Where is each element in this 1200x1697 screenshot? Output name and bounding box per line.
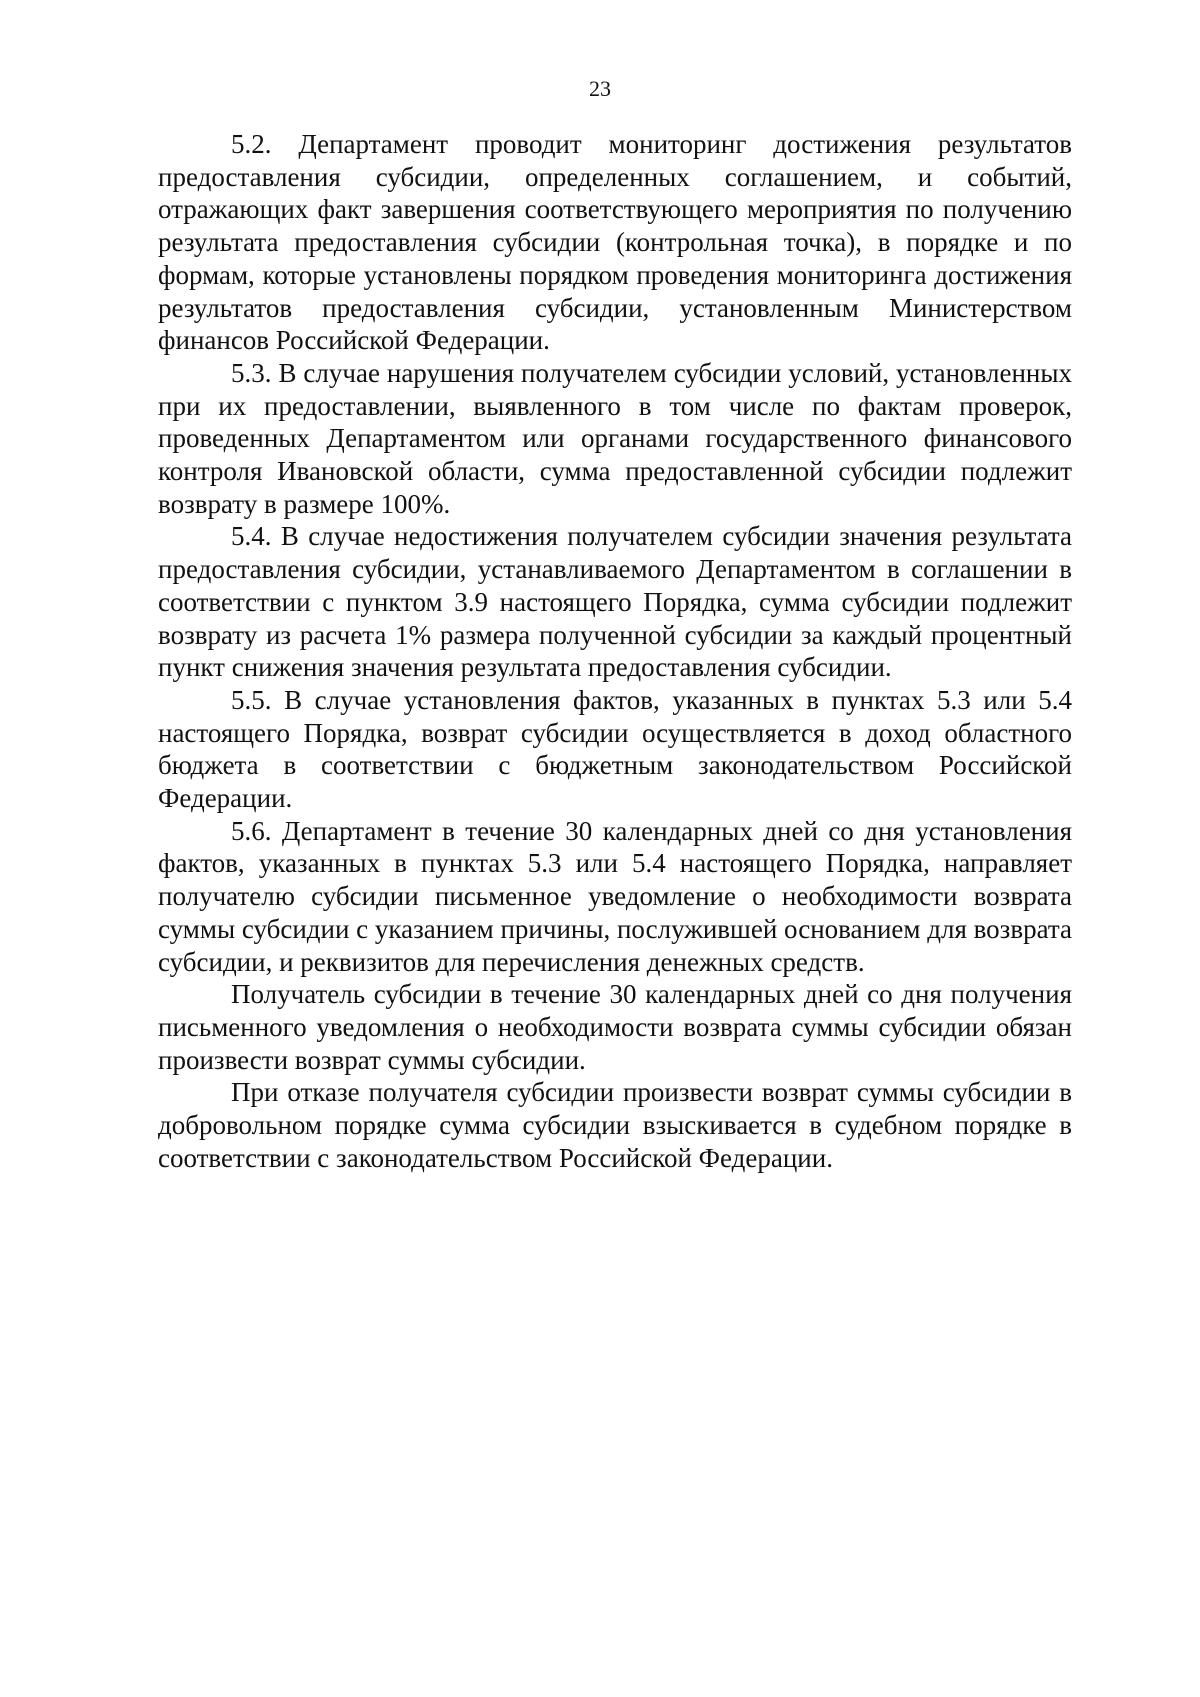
page-number: 23	[589, 76, 611, 101]
paragraph-5-5: 5.5. В случае установления фактов, указанных в пунктах 5.3 или 5.4 настоящего Порядка, возврат субсидии осуществляется в доход областного бюджета в соответствии с бюджетным законодательством Российской Федерации.	[158, 684, 1072, 814]
paragraph-5-3: 5.3. В случае нарушения получателем субсидии условий, установленных при их предоставлении, выявленного в том числе по фактам проверок, проведенных Департаментом или органами государственного финансового контроля Ивановской области, сумма предоставленной субсидии подлежит возврату в размере 100%.	[158, 357, 1072, 519]
paragraph-5-6: 5.6. Департамент в течение 30 календарных дней со дня установления фактов, указанных в пунктах 5.3 или 5.4 настоящего Порядка, направляет получателю субсидии письменное уведомление о необходимости возврата суммы субсидии с указанием причины, послужившей основанием для возврата субсидии, и реквизитов для перечисления денежных средств.	[158, 815, 1072, 977]
paragraph-5-2: 5.2. Департамент проводит мониторинг достижения результатов предоставления субсидии, определенных соглашением, и событий, отражающих факт завершения соответствующего мероприятия по получению результата предоставления субсидии (контрольная точка), в порядке и по формам, которые установлены порядком проведения мониторинга достижения результатов предоставления субсидии, установленным Министерством финансов Российской Федерации.	[158, 129, 1072, 356]
paragraph-recipient-obligation: Получатель субсидии в течение 30 календарных дней со дня получения письменного уведомления о необходимости возврата суммы субсидии обязан произвести возврат суммы субсидии.	[158, 979, 1072, 1075]
document-body	[158, 128, 1072, 1175]
paragraph-court-recovery: При отказе получателя субсидии произвести возврат суммы субсидии в добровольном порядке сумма субсидии взыскивается в судебном порядке в соответствии с законодательством Российской Федерации.	[158, 1077, 1072, 1173]
paragraph-5-4: 5.4. В случае недостижения получателем субсидии значения результата предоставления субсидии, устанавливаемого Департаментом в соглашении в соответствии с пунктом 3.9 настоящего Порядка, сумма субсидии подлежит возврату из расчета 1% размера полученной субсидии за каждый процентный пункт снижения значения результата предоставления субсидии.	[158, 521, 1072, 683]
